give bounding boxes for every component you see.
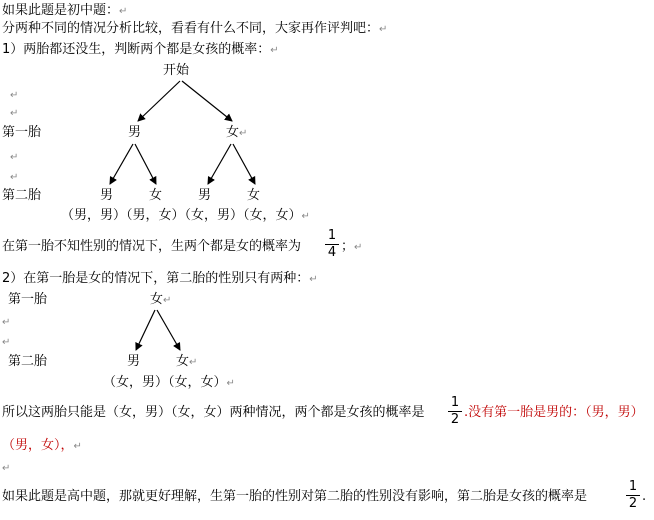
- paragraph-mark-icon: ↵: [270, 45, 279, 56]
- result1-suffix: ；↵: [341, 239, 363, 254]
- tree1-root: 开始: [163, 63, 190, 78]
- result1-line: 在第一胎不知性别的情况下，生两个都是女的概率为: [2, 239, 302, 254]
- tree1-second-1: 男: [100, 188, 114, 203]
- result2-red-text: .没有第一胎是男的：（男，男）: [464, 405, 644, 420]
- high-fraction: 1 2: [626, 480, 640, 511]
- tree1-arrow-root-female: [182, 81, 232, 121]
- tree2-outcomes: （女，男）（女，女）↵: [103, 375, 235, 390]
- tree1-row2-label: 第二胎: [2, 188, 42, 203]
- high-suffix: .: [642, 489, 647, 504]
- tree2-arrow-female-female: [157, 310, 180, 350]
- result2-line-2: （男，女），↵: [2, 438, 82, 453]
- section2-heading: 2）在第一胎是女的情况下，第二胎的性别只有两种：↵: [2, 271, 318, 286]
- intro-line-2: 分两种不同的情况分析比较，看看有什么不同，大家再作评判吧：↵: [2, 21, 388, 36]
- tree2-root: 女↵: [150, 292, 172, 307]
- paragraph-mark-icon: ↵: [379, 24, 388, 35]
- intro-line-1: 如果此题是初中题：↵: [2, 3, 128, 18]
- tree1-arrow-female-male: [208, 144, 231, 184]
- tree1-second-3: 男: [198, 188, 212, 203]
- section1-heading: 1）两胎都还没生，判断两个都是女孩的概率：↵: [2, 42, 279, 57]
- tree2-row1-label: 第一胎: [8, 292, 48, 307]
- paragraph-mark-icon: ↵: [10, 172, 19, 183]
- paragraph-mark-icon: ↵: [10, 108, 19, 119]
- paragraph-mark-icon: ↵: [10, 90, 19, 101]
- tree1-first-female: 女↵: [226, 125, 248, 140]
- tree2-second-2: 女↵: [176, 354, 198, 369]
- result2-line: 所以这两胎只能是（女，男）（女，女）两种情况，两个都是女孩的概率是: [2, 405, 425, 420]
- tree2-second-1: 男: [127, 354, 141, 369]
- paragraph-mark-icon: ↵: [2, 337, 11, 348]
- tree2-row2-label: 第二胎: [8, 354, 48, 369]
- result1-fraction: 1 4: [325, 229, 339, 260]
- tree1-second-4: 女: [247, 188, 261, 203]
- tree1-arrow-root-male: [138, 81, 180, 121]
- high-school-line: 如果此题是高中题，那就更好理解，生第一胎的性别对第二胎的性别没有影响，第二胎是女孩的概率是: [2, 489, 588, 504]
- tree1-arrow-male-female: [135, 144, 156, 184]
- tree1-row1-label: 第一胎: [2, 125, 42, 140]
- tree1-second-2: 女: [149, 188, 163, 203]
- tree1-outcomes: （男，男）（男，女）（女，男）（女，女）↵: [61, 208, 310, 223]
- tree1-arrow-female-female: [233, 144, 255, 184]
- tree1-first-male: 男: [128, 125, 142, 140]
- paragraph-mark-icon: ↵: [119, 6, 128, 17]
- paragraph-mark-icon: ↵: [2, 317, 11, 328]
- paragraph-mark-icon: ↵: [10, 152, 19, 163]
- tree1-arrow-male-male: [110, 144, 133, 184]
- tree2-arrow-female-male: [136, 310, 155, 350]
- result2-fraction: 1 2: [448, 396, 462, 427]
- paragraph-mark-icon: ↵: [2, 463, 11, 474]
